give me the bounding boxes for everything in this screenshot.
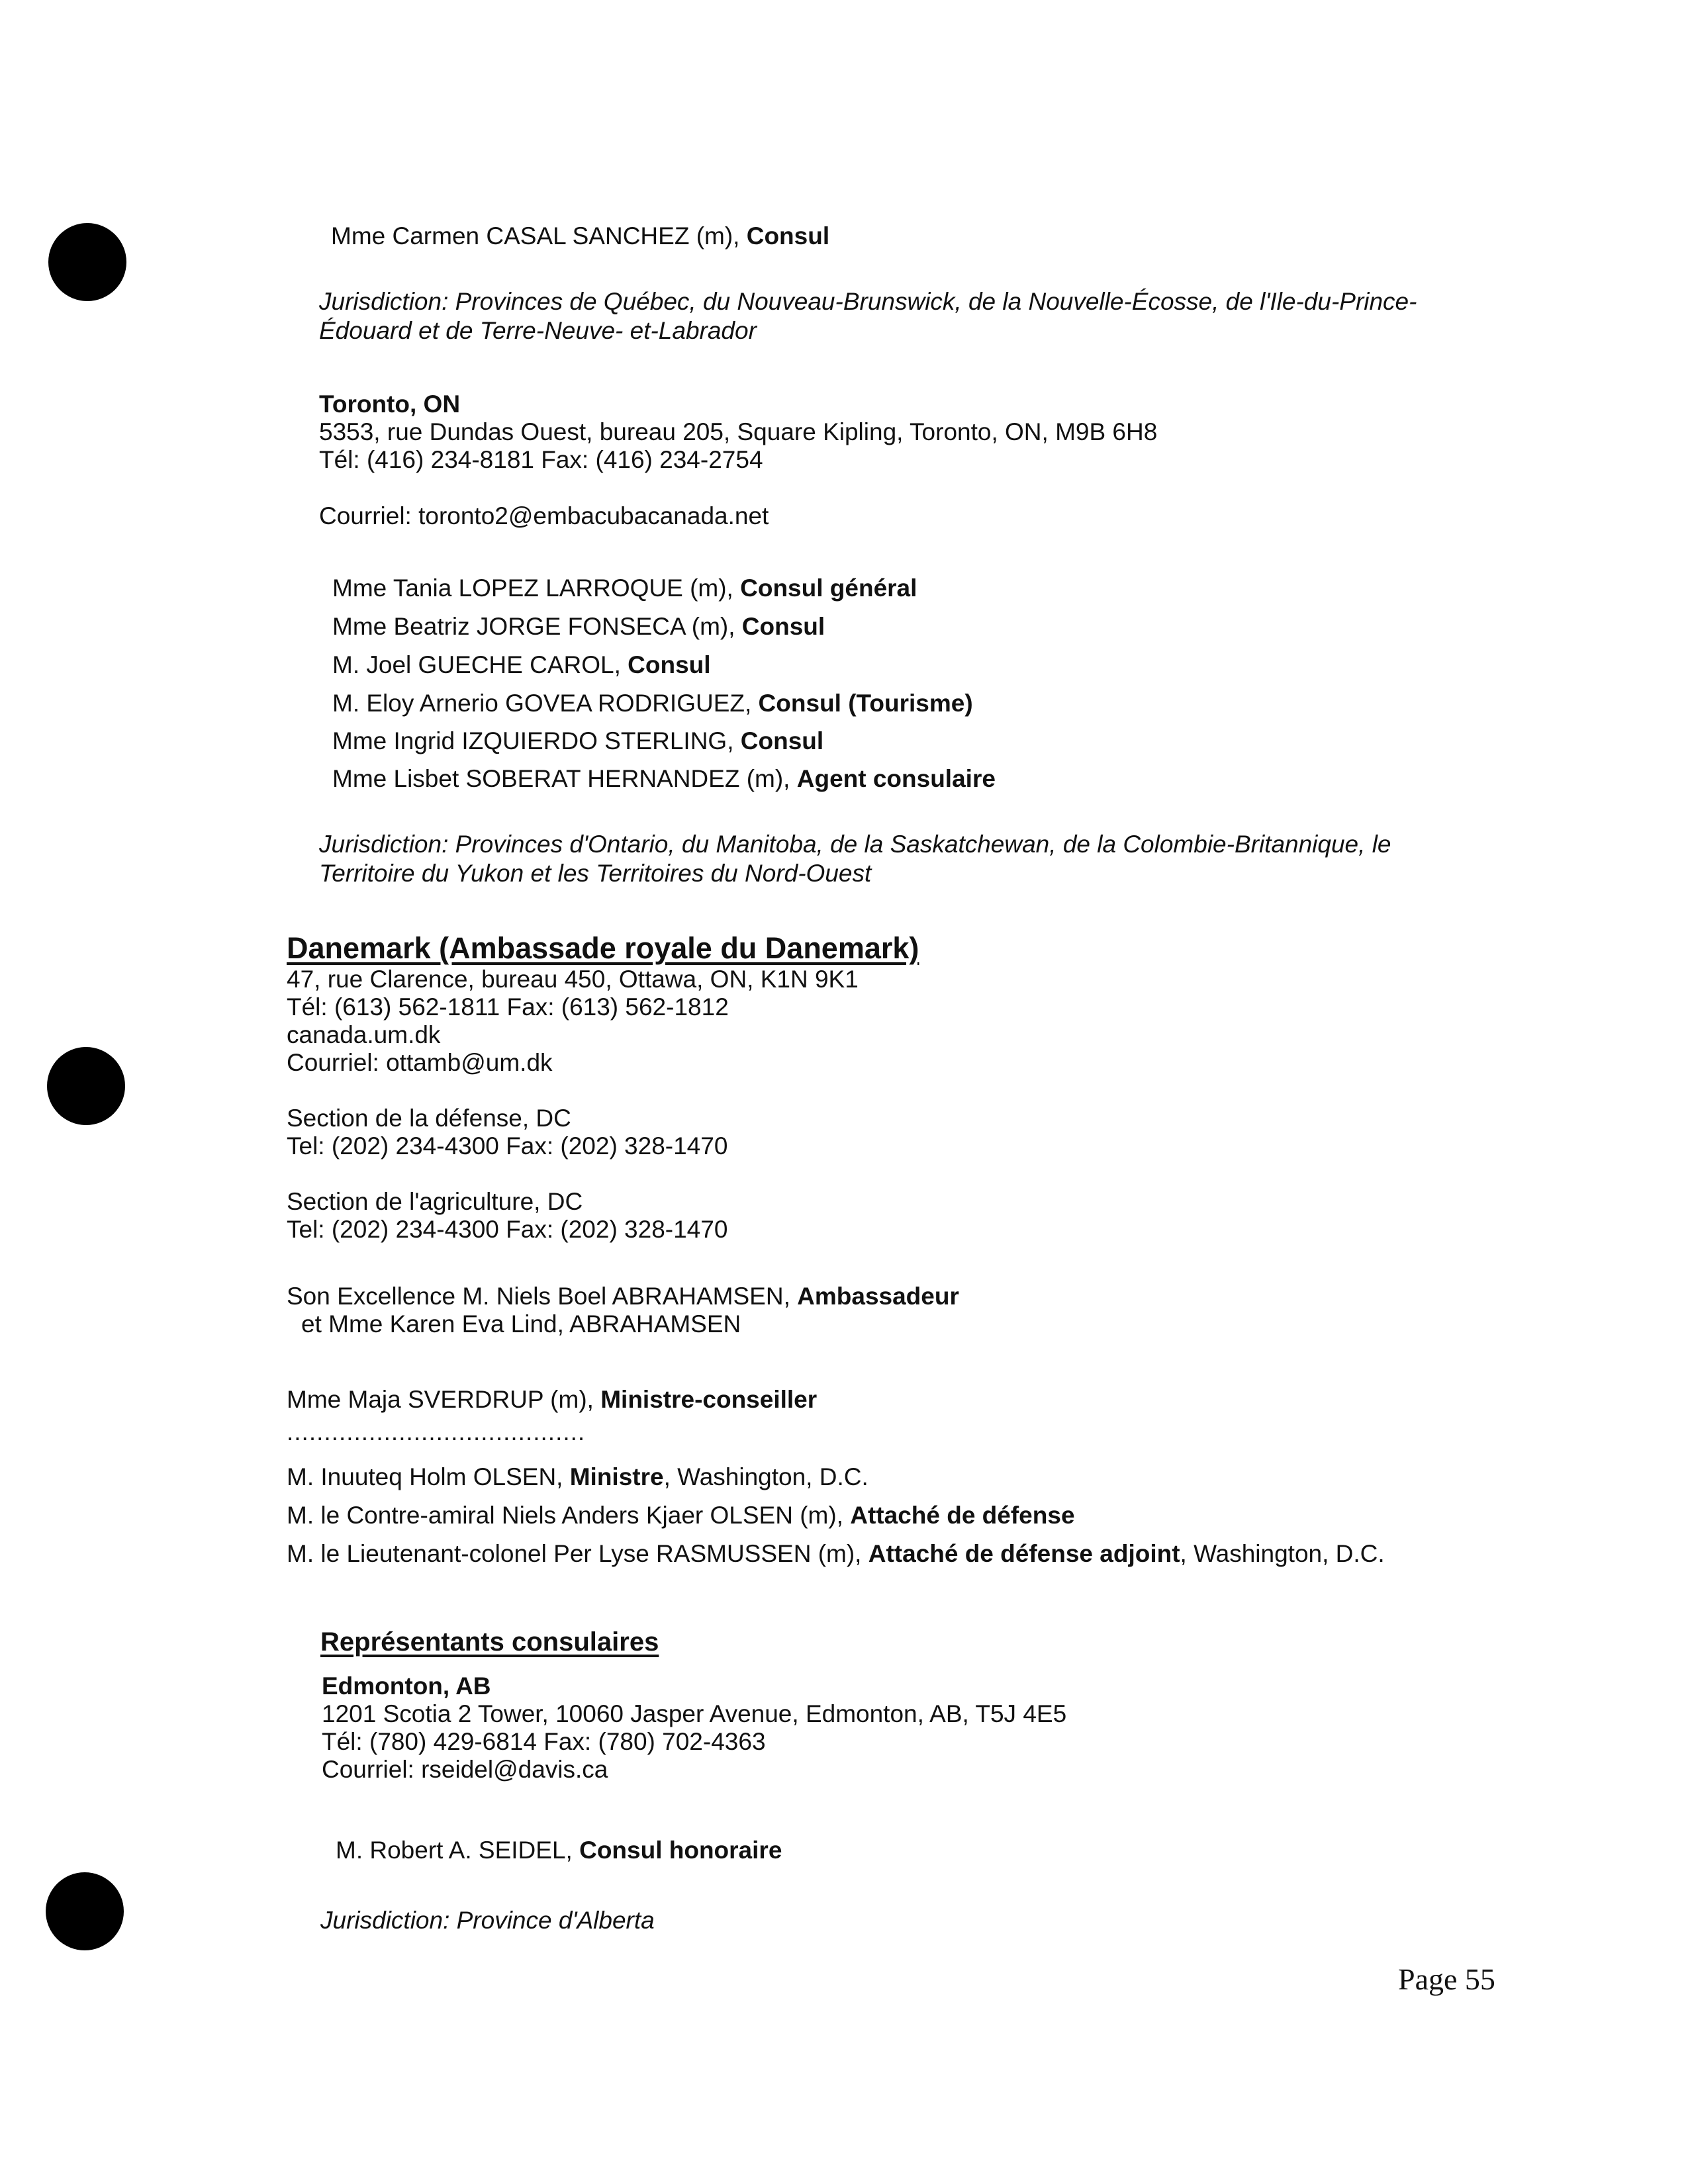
city-heading: Edmonton, AB bbox=[322, 1672, 491, 1700]
person-title: Ministre bbox=[569, 1463, 664, 1490]
person-name: Mme Ingrid IZQUIERDO STERLING, bbox=[332, 727, 741, 754]
staff-line bbox=[287, 1501, 1075, 1529]
person-title: Agent consulaire bbox=[796, 765, 996, 792]
consul-line bbox=[336, 1836, 782, 1864]
punch-hole-middle bbox=[47, 1047, 125, 1125]
address: 1201 Scotia 2 Tower, 10060 Jasper Avenue, Edmonton, AB, T5J 4E5 bbox=[322, 1700, 1067, 1727]
counsellor-line bbox=[287, 1385, 817, 1414]
staff-line bbox=[332, 689, 973, 717]
phone-fax: Tel: (202) 234-4300 Fax: (202) 328-1470 bbox=[287, 1216, 728, 1243]
person-title: Consul bbox=[746, 222, 830, 250]
phone-fax: Tél: (416) 234-8181 Fax: (416) 234-2754 bbox=[319, 446, 763, 473]
email: Courriel: ottamb@um.dk bbox=[287, 1049, 553, 1076]
person-name: Mme Maja SVERDRUP (m), bbox=[287, 1386, 601, 1413]
email: Courriel: toronto2@embacubacanada.net bbox=[319, 502, 769, 529]
jurisdiction-line: Territoire du Yukon et les Territoires du Nord-Ouest bbox=[319, 860, 872, 887]
staff-line bbox=[332, 727, 823, 755]
person-title: Consul (Tourisme) bbox=[758, 690, 973, 717]
jurisdiction-line: Jurisdiction: Provinces d'Ontario, du Manitoba, de la Saskatchewan, de la Colombie-Britannique, le bbox=[319, 831, 1391, 858]
person-title: Consul bbox=[741, 613, 825, 640]
person-name: M. Eloy Arnerio GOVEA RODRIGUEZ, bbox=[332, 690, 759, 717]
person-title: Ministre-conseiller bbox=[600, 1386, 818, 1413]
punch-hole-bottom bbox=[46, 1872, 124, 1950]
country-heading: Danemark (Ambassade royale du Danemark) bbox=[287, 931, 919, 965]
phone-fax: Tél: (613) 562-1811 Fax: (613) 562-1812 bbox=[287, 993, 729, 1021]
staff-line bbox=[332, 764, 996, 793]
person-title: Consul honoraire bbox=[579, 1837, 782, 1864]
consular-heading: Représentants consulaires bbox=[320, 1627, 659, 1657]
staff-line bbox=[287, 1463, 868, 1491]
dotted-separator: ........................................ bbox=[287, 1418, 586, 1445]
jurisdiction-line: Jurisdiction: Province d'Alberta bbox=[320, 1907, 655, 1934]
spouse-line: et Mme Karen Eva Lind, ABRAHAMSEN bbox=[301, 1310, 741, 1338]
address: 5353, rue Dundas Ouest, bureau 205, Square Kipling, Toronto, ON, M9B 6H8 bbox=[319, 418, 1158, 445]
person-title: Consul bbox=[740, 727, 824, 754]
jurisdiction-line: Jurisdiction: Provinces de Québec, du Nouveau-Brunswick, de la Nouvelle-Écosse, de l'Ile-du-Prince- bbox=[319, 288, 1417, 315]
person-title: Attaché de défense adjoint bbox=[868, 1540, 1180, 1567]
person-name: Mme Beatriz JORGE FONSECA (m), bbox=[332, 613, 742, 640]
jurisdiction-line: Édouard et de Terre-Neuve- et-Labrador bbox=[319, 317, 757, 344]
person-title: Ambassadeur bbox=[797, 1283, 959, 1310]
person-title: Consul général bbox=[740, 574, 917, 602]
phone-fax: Tel: (202) 234-4300 Fax: (202) 328-1470 bbox=[287, 1132, 728, 1160]
person-name: Mme Lisbet SOBERAT HERNANDEZ (m), bbox=[332, 765, 797, 792]
ambassador-line bbox=[287, 1282, 959, 1310]
person-name: M. le Lieutenant-colonel Per Lyse RASMUSSEN (m), bbox=[287, 1540, 868, 1567]
city-heading: Toronto, ON bbox=[319, 390, 461, 418]
website: canada.um.dk bbox=[287, 1021, 441, 1048]
person-name: M. le Contre-amiral Niels Anders Kjaer OLSEN (m), bbox=[287, 1502, 851, 1529]
staff-line bbox=[332, 574, 917, 602]
punch-hole-top bbox=[48, 223, 126, 301]
email: Courriel: rseidel@davis.ca bbox=[322, 1756, 608, 1783]
address: 47, rue Clarence, bureau 450, Ottawa, ON, K1N 9K1 bbox=[287, 966, 859, 993]
staff-line bbox=[287, 1539, 1385, 1568]
section-name: Section de l'agriculture, DC bbox=[287, 1188, 583, 1215]
person-location: , Washington, D.C. bbox=[663, 1463, 868, 1490]
page-number: Page 55 bbox=[1398, 1962, 1495, 1996]
phone-fax: Tél: (780) 429-6814 Fax: (780) 702-4363 bbox=[322, 1728, 766, 1755]
person-name: Son Excellence M. Niels Boel ABRAHAMSEN, bbox=[287, 1283, 798, 1310]
person-title: Consul bbox=[628, 651, 711, 678]
person-name: M. Inuuteq Holm OLSEN, bbox=[287, 1463, 570, 1490]
section-name: Section de la défense, DC bbox=[287, 1105, 571, 1132]
person-title: Attaché de défense bbox=[850, 1502, 1075, 1529]
person-name: M. Joel GUECHE CAROL, bbox=[332, 651, 628, 678]
person-location: , Washington, D.C. bbox=[1180, 1540, 1385, 1567]
person-name: Mme Carmen CASAL SANCHEZ (m), bbox=[331, 222, 747, 250]
staff-line bbox=[332, 612, 825, 641]
staff-line bbox=[332, 651, 711, 679]
person-name: Mme Tania LOPEZ LARROQUE (m), bbox=[332, 574, 741, 602]
person-name: M. Robert A. SEIDEL, bbox=[336, 1837, 580, 1864]
consul-line bbox=[331, 222, 829, 250]
